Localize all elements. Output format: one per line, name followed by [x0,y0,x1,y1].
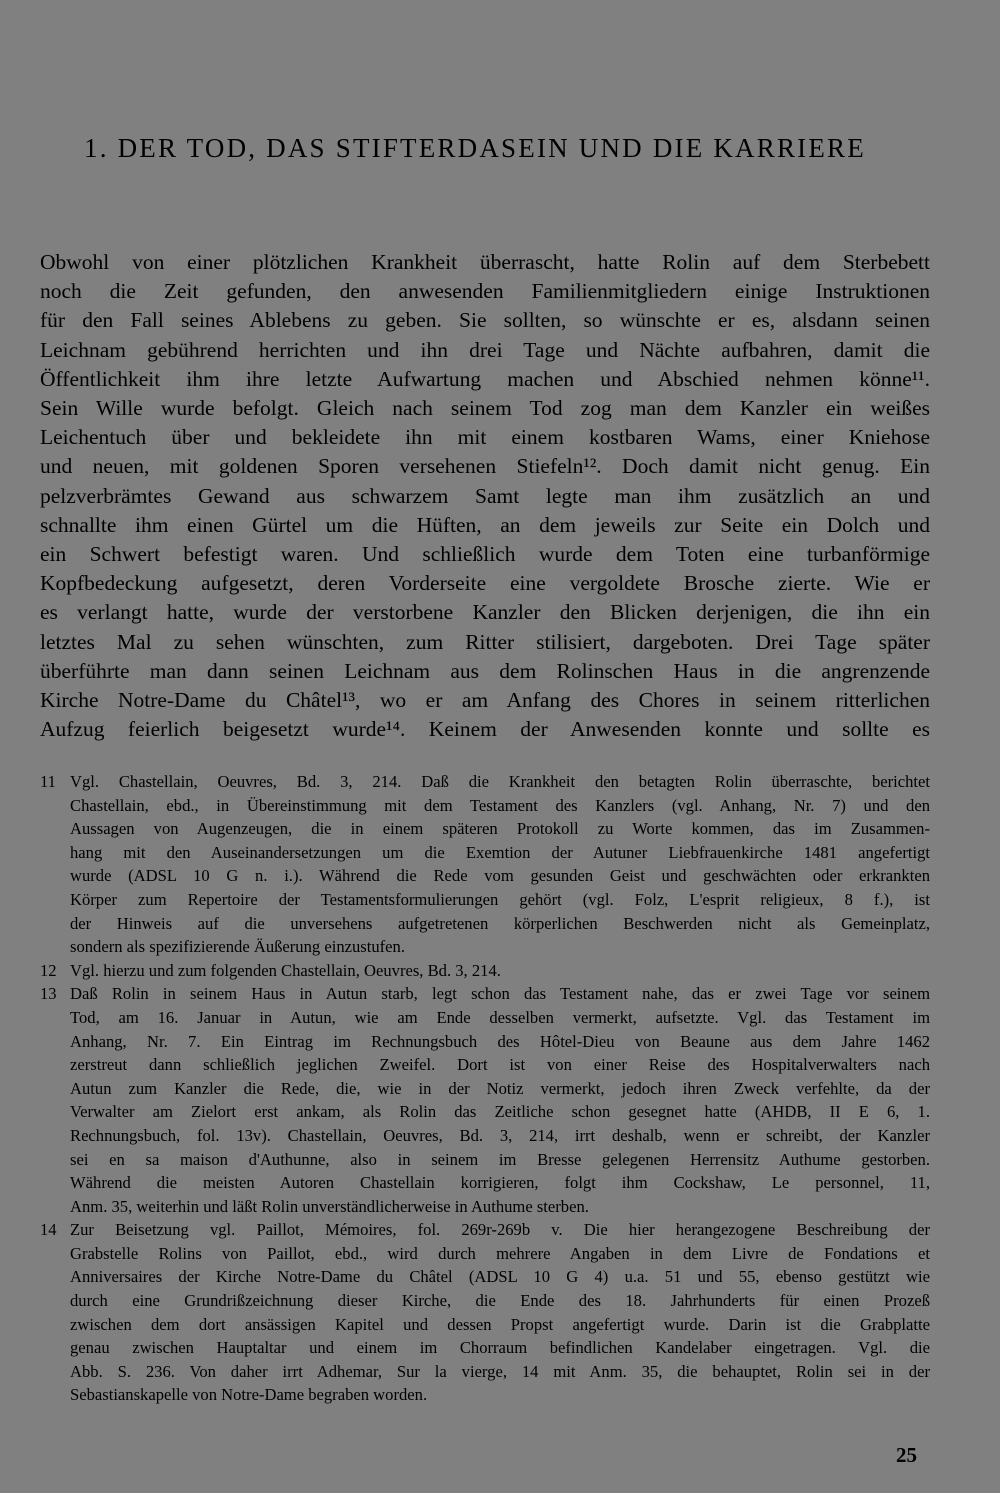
footnote-text: Verwalter am Zielort erst ankam, als Rolin das Zeitliche schon gesegnet hatte (AHDB, II E 6, 1. [70,1102,930,1122]
body-line: ein Schwert befestigt waren. Und schließlich wurde dem Toten eine turbanförmige [40,542,930,567]
body-line: für den Fall seines Ablebens zu geben. Sie sollten, so wünschte er es, alsdann seinen [40,308,930,333]
footnotes [40,770,930,1407]
footnote-text: der Hinweis auf die unversehens aufgetretenen körperlichen Beschwerden nicht als Gemeinplatz, [70,913,930,933]
footnote-text: Zur Beisetzung vgl. Paillot, Mémoires, fol. 269r-269b v. Die hier herangezogene Beschreibung der [70,1220,930,1240]
body-line: Leichnam gebührend herrichten und ihn drei Tage und Nächte aufbahren, damit die [40,337,930,362]
footnote-text: sondern als spezifizierende Äußerung einzustufen. [70,937,405,957]
footnote-text: Körper zum Repertoire der Testamentsformulierungen gehört (vgl. Folz, L'esprit religieux, 8 f.), ist [70,889,930,909]
footnote-line [40,1218,930,1242]
body-line: Leichentuch über und bekleidete ihn mit einem kostbaren Wams, einer Kniehose [40,425,930,450]
footnote-text: wurde (ADSL 10 G n. i.). Während die Rede vom gesunden Geist und geschwächten oder erkrankten [70,866,930,886]
footnote-line [40,817,930,841]
body-line: überführte man dann seinen Leichnam aus dem Rolinschen Haus in die angrenzende [40,658,930,683]
footnote-line [40,1171,930,1195]
footnote-text: hang mit den Auseinandersetzungen um die Exemtion der Autuner Liebfrauenkirche 1481 angefertigt [70,842,930,862]
footnote-text: zerstreut dann schließlich jeglichen Zweifel. Dort ist von einer Reise des Hospitalverwalters nach [70,1055,930,1075]
footnote-text: Anm. 35, weiterhin und läßt Rolin unverständlicherweise in Authume sterben. [70,1196,589,1216]
footnote-line [40,1100,930,1124]
footnote-text: Tod, am 16. Januar in Autun, wie am Ende desselben vermerkt, aufsetzte. Vgl. das Testament im [70,1007,930,1027]
footnote-text: Vgl. hierzu und zum folgenden Chastellain, Oeuvres, Bd. 3, 214. [70,960,501,980]
footnote-line [40,912,930,936]
footnote-line [40,1006,930,1030]
footnote-line [40,864,930,888]
body-line: und neuen, mit goldenen Sporen versehenen Stiefeln¹². Doch damit nicht genug. Ein [40,454,930,479]
footnote-line [40,1148,930,1172]
footnote-line [40,794,930,818]
body-line: Kirche Notre-Dame du Châtel¹³, wo er am Anfang des Chores in seinem ritterlichen [40,688,930,713]
footnote-line [40,1030,930,1054]
footnote-text: sei en sa maison d'Authunne, also in seinem im Bresse gelegenen Herrensitz Authume gestorben. [70,1149,930,1169]
footnote-text: Chastellain, ebd., in Übereinstimmung mit dem Testament des Kanzlers (vgl. Anhang, Nr. 7) und den [70,795,930,815]
footnote-12 [40,959,930,983]
body-line: letztes Mal zu sehen wünschten, zum Ritter stilisiert, dargeboten. Drei Tage später [40,629,930,654]
footnote-line [40,1242,930,1266]
body-line: Sein Wille wurde befolgt. Gleich nach seinem Tod zog man dem Kanzler ein weißes [40,396,930,421]
footnote-11 [40,770,930,959]
footnote-14 [40,1218,930,1407]
footnote-number: 11 [40,772,56,791]
footnote-line [40,982,930,1006]
footnote-line [40,1195,930,1219]
footnote-line [40,1124,930,1148]
footnote-line [40,1383,930,1407]
chapter-heading: 1. DER TOD, DAS STIFTERDASEIN UND DIE KARRIERE [84,133,866,163]
footnote-number: 13 [40,984,57,1004]
body-line: Öffentlichkeit ihm ihre letzte Aufwartung machen und Abschied nehmen könne¹¹. [40,366,930,391]
footnote-line [40,841,930,865]
body-line: schnallte ihm einen Gürtel um die Hüften, an dem jeweils zur Seite ein Dolch und [40,512,930,537]
footnote-line [40,959,930,983]
body-text [40,248,930,744]
footnote-text: zwischen dem dort ansässigen Kapitel und dessen Propst angefertigt wurde. Darin ist die Grabplatte [70,1314,930,1334]
footnote-line [40,1313,930,1337]
footnote-text: durch eine Grundrißzeichnung dieser Kirche, die Ende des 18. Jahrhunderts für einen Prozeß [70,1291,930,1311]
footnote-text: Abb. S. 236. Von daher irrt Adhemar, Sur la vierge, 14 mit Anm. 35, die behauptet, Rolin sei in der [70,1361,930,1381]
footnote-text: Anniversaires der Kirche Notre-Dame du Châtel (ADSL 10 G 4) u.a. 51 und 55, ebenso gestützt wie [70,1267,930,1287]
footnote-text: Anhang, Nr. 7. Ein Eintrag im Rechnungsbuch des Hôtel-Dieu von Beaune aus dem Jahre 1462 [70,1031,930,1051]
body-line: es verlangt hatte, wurde der verstorbene Kanzler den Blicken derjenigen, die ihn ein [40,600,930,625]
footnote-text: Während die meisten Autoren Chastellain korrigieren, folgt ihm Cockshaw, Le personnel, 11, [70,1173,930,1193]
footnote-text: Autun zum Kanzler die Rede, die, wie in der Notiz vermerkt, jedoch ihren Zweck verfehlte, da der [70,1078,930,1098]
footnote-text: genau zwischen Hauptaltar und einem im Chorraum befindlichen Kandelaber eingetragen. Vgl. die [70,1338,930,1358]
body-line: Obwohl von einer plötzlichen Krankheit überrascht, hatte Rolin auf dem Sterbebett [40,250,930,274]
footnote-line [40,888,930,912]
footnote-line [40,1077,930,1101]
footnote-text: Vgl. Chastellain, Oeuvres, Bd. 3, 214. Daß die Krankheit den betagten Rolin überraschte, berichtet [70,772,930,791]
footnote-line [40,1265,930,1289]
body-line: pelzverbrämtes Gewand aus schwarzem Samt legte man ihm zusätzlich an und [40,483,930,508]
footnote-line [40,935,930,959]
body-line: noch die Zeit gefunden, den anwesenden Familienmitgliedern einige Instruktionen [40,279,930,304]
footnote-13 [40,982,930,1218]
footnote-number: 12 [40,960,57,980]
footnote-line [40,1336,930,1360]
footnote-text: Rechnungsbuch, fol. 13v). Chastellain, Oeuvres, Bd. 3, 214, irrt deshalb, wenn er schreibt, der Kanzler [70,1125,930,1145]
footnote-line [40,770,930,794]
page-number: 25 [896,1443,917,1467]
footnote-line [40,1360,930,1384]
footnote-text: Aussagen von Augenzeugen, die in einem späteren Protokoll zu Worte kommen, das im Zusammen- [70,819,930,839]
footnote-line [40,1053,930,1077]
footnote-text: Sebastianskapelle von Notre-Dame begraben worden. [70,1385,428,1405]
footnote-line [40,1289,930,1313]
body-line: Kopfbedeckung aufgesetzt, deren Vorderseite eine vergoldete Brosche zierte. Wie er [40,571,930,596]
footnote-text: Grabstelle Rolins von Paillot, ebd., wird durch mehrere Angaben in dem Livre de Fondations et [70,1243,930,1263]
footnote-number: 14 [40,1220,57,1240]
body-line: Aufzug feierlich beigesetzt wurde¹⁴. Keinem der Anwesenden konnte und sollte es [40,717,930,742]
footnote-text: Daß Rolin in seinem Haus in Autun starb, legt schon das Testament nahe, das er zwei Tage vor seinem [70,984,930,1004]
